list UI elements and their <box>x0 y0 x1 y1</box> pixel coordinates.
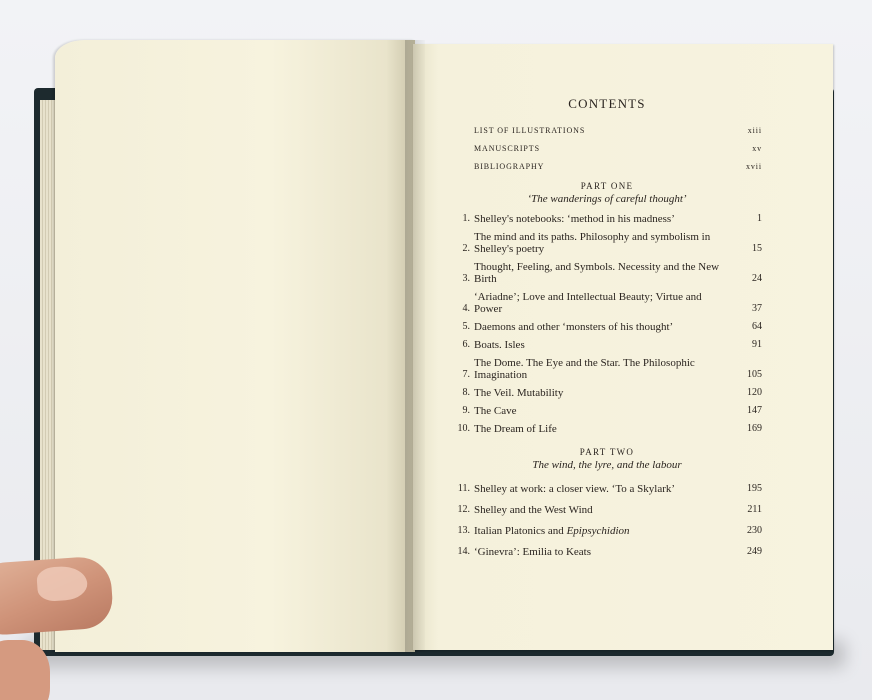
chapter-page: 169 <box>747 423 762 434</box>
chapter-entry <box>452 321 762 333</box>
chapter-title: The mind and its paths. Philosophy and symbolism in Shelley's poetry <box>474 231 711 255</box>
chapter-entry <box>452 504 762 516</box>
front-matter-list <box>452 126 762 175</box>
chapter-entry <box>452 213 762 225</box>
chapter-entry <box>452 546 762 558</box>
contents-page <box>452 96 762 567</box>
chapter-entry <box>452 387 762 399</box>
front-matter-page: xv <box>752 144 762 153</box>
thumbnail-highlight <box>36 565 88 602</box>
chapter-number: 2. <box>462 243 470 254</box>
part-two <box>452 447 762 558</box>
chapter-entry <box>452 423 762 435</box>
chapter-page: 105 <box>747 369 762 380</box>
chapter-title: The Veil. Mutability <box>474 387 564 399</box>
chapter-title: ‘Ginevra’: Emilia to Keats <box>474 546 591 558</box>
chapter-entry <box>452 291 762 315</box>
chapter-title <box>474 525 732 537</box>
chapter-page: 211 <box>747 504 762 515</box>
chapter-entry <box>452 483 762 495</box>
part-one <box>452 181 762 435</box>
chapter-title: Boats. Isles <box>474 339 525 351</box>
chapter-number: 11. <box>457 483 470 494</box>
chapter-entry <box>452 357 762 381</box>
chapter-entry <box>452 231 762 255</box>
chapter-page: 195 <box>747 483 762 494</box>
front-matter-label: LIST OF ILLUSTRATIONS <box>474 126 586 135</box>
front-matter-page: xiii <box>747 126 762 135</box>
chapter-number: 14. <box>457 546 470 557</box>
chapter-number: 13. <box>457 525 470 536</box>
chapter-number: 12. <box>457 504 470 515</box>
chapter-title: The Dome. The Eye and the Star. The Philosophic Imagination <box>474 357 695 381</box>
chapter-title: The Dream of Life <box>474 423 557 435</box>
front-matter-page: xvii <box>745 162 762 171</box>
chapter-number: 8. <box>462 387 470 398</box>
chapter-page: 230 <box>747 525 762 536</box>
chapter-page: 24 <box>752 273 762 284</box>
chapter-title: Shelley at work: a closer view. ‘To a Skylark’ <box>474 483 676 495</box>
chapter-entry <box>452 405 762 417</box>
book-gutter <box>405 40 425 652</box>
chapter-title: ‘Ariadne’; Love and Intellectual Beauty; Virtue and Power <box>474 291 702 315</box>
chapter-number: 4. <box>462 303 470 314</box>
chapter-title: Shelley's notebooks: ‘method in his madness’ <box>474 213 675 225</box>
chapter-title-plain: Italian Platonics and <box>474 525 567 537</box>
chapter-title: Shelley and the West Wind <box>474 504 593 516</box>
front-matter-item <box>474 126 762 139</box>
left-page-blank <box>55 40 415 652</box>
chapter-page: 1 <box>757 213 762 224</box>
part-two-subtitle: The wind, the lyre, and the labour <box>532 459 682 471</box>
part-one-subtitle: ‘The wanderings of careful thought’ <box>527 193 687 205</box>
chapter-number: 7. <box>462 369 470 380</box>
chapter-page: 147 <box>747 405 762 416</box>
chapter-number: 3. <box>462 273 470 284</box>
chapter-number: 1. <box>462 213 470 224</box>
chapter-number: 10. <box>457 423 470 434</box>
chapter-number: 9. <box>462 405 470 416</box>
chapter-page: 120 <box>747 387 762 398</box>
front-matter-item <box>474 162 762 175</box>
chapter-page: 15 <box>752 243 762 254</box>
thumb <box>0 555 114 637</box>
chapter-page: 91 <box>752 339 762 350</box>
chapter-page: 37 <box>752 303 762 314</box>
chapter-title: Daemons and other ‘monsters of his thought’ <box>474 321 674 333</box>
chapter-entry <box>452 339 762 351</box>
chapter-number: 5. <box>462 321 470 332</box>
contents-title: CONTENTS <box>568 96 646 111</box>
front-matter-label: BIBLIOGRAPHY <box>474 162 545 171</box>
chapter-title-italic: Epipsychidion <box>566 525 630 537</box>
chapter-title: Thought, Feeling, and Symbols. Necessity and the New Birth <box>474 261 720 285</box>
part-one-title: PART ONE <box>580 181 634 191</box>
chapter-title: The Cave <box>474 405 517 417</box>
part-two-title: PART TWO <box>579 447 635 457</box>
chapter-entry <box>452 261 762 285</box>
chapter-page: 64 <box>752 321 762 332</box>
front-matter-item <box>474 144 762 157</box>
chapter-number: 6. <box>462 339 470 350</box>
front-matter-label: MANUSCRIPTS <box>474 144 540 153</box>
chapter-entry <box>452 525 762 537</box>
chapter-page: 249 <box>747 546 762 557</box>
